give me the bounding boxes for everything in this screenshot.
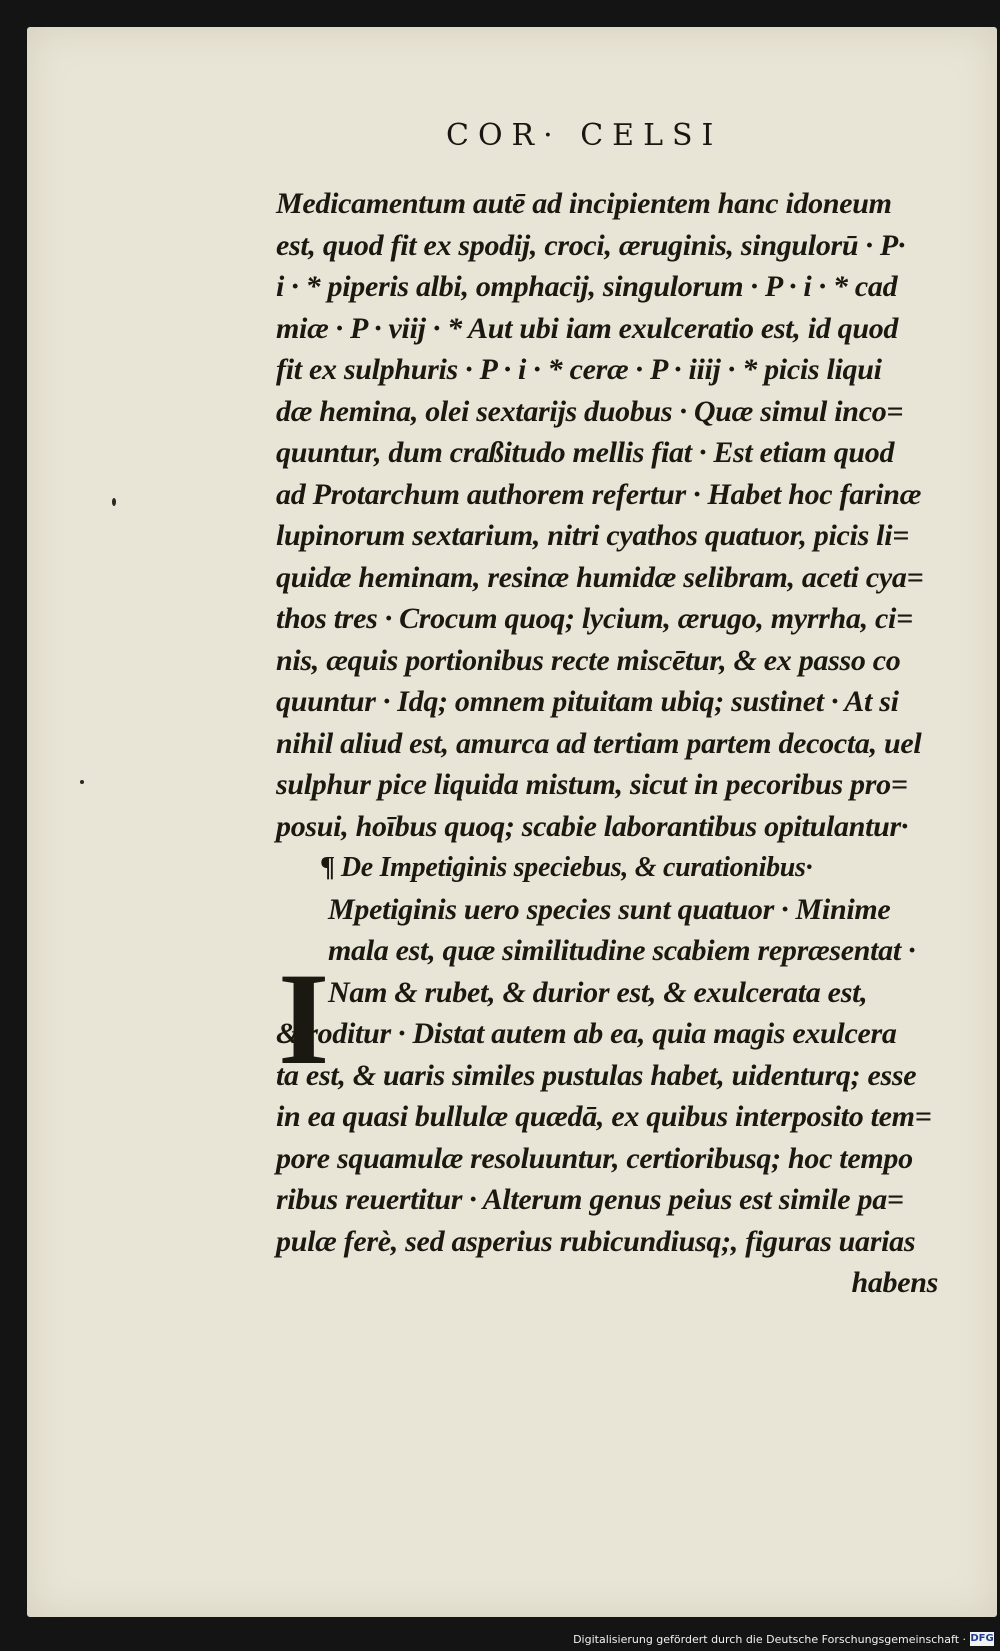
section-heading-text: De Impetiginis speciebus, & curationibus·	[340, 852, 813, 883]
text-line: pulæ ferè, sed asperius rubicundiusq;, figuras uarias	[276, 1224, 916, 1258]
text-line: est, quod fit ex spodij, croci, æruginis, singulorū · P·	[276, 228, 906, 262]
text-line: Mpetiginis uero species sunt quatuor · Minime	[328, 892, 891, 926]
text-line: sulphur pice liquida mistum, sicut in pecoribus pro=	[276, 768, 908, 801]
text-line: fit ex sulphuris · P · i · * ceræ · P · iiij · * picis liqui	[276, 353, 882, 386]
text-line: ad Protarchum authorem refertur · Habet hoc farinæ	[276, 477, 922, 511]
running-head: COR· CELSI	[446, 118, 723, 153]
text-line: ta est, & uaris similes pustulas habet, uidenturq; esse	[276, 1058, 917, 1092]
text-line: miæ · P · viij · * Aut ubi iam exulceratio est, id quod	[276, 311, 899, 345]
text-line: thos tres · Crocum quoq; lycium, ærugo, myrrha, ci=	[276, 602, 913, 635]
text-line: ribus reuertitur · Alterum genus peius est simile pa=	[276, 1183, 904, 1216]
text-line: nis, æquis portionibus recte miscētur, & ex passo co	[276, 643, 901, 677]
body-text	[276, 183, 946, 1304]
text-line: Nam & rubet, & durior est, & exulcerata est,	[328, 975, 868, 1009]
text-line: lupinorum sextarium, nitri cyathos quatuor, picis li=	[276, 519, 910, 552]
text-line: mala est, quæ similitudine scabiem repræsentat ·	[328, 934, 916, 967]
footer-bar	[0, 1628, 1000, 1651]
text-line: nihil aliud est, amurca ad tertiam partem decocta, uel	[276, 726, 922, 760]
decorated-initial: I	[278, 945, 330, 1092]
text-line: in ea quasi bullulæ quædā, ex quibus interposito tem=	[276, 1100, 932, 1133]
text-line: i · * piperis albi, omphacij, singulorum · P · i · * cad	[276, 270, 898, 303]
ink-speck	[112, 498, 116, 506]
text-line: & roditur · Distat autem ab ea, quia magis exulcera	[276, 1017, 897, 1050]
pilcrow-icon: ¶	[320, 852, 335, 883]
text-line: posui, hoībus quoq; scabie laborantibus opitulantur·	[276, 809, 909, 843]
text-line: Medicamentum autē ad incipientem hanc idoneum	[276, 187, 892, 220]
text-line: quuntur · Idq; omnem pituitam ubiq; sustinet · At si	[276, 685, 899, 718]
text-line: pore squamulæ resoluuntur, certioribusq; hoc tempo	[276, 1141, 913, 1175]
footer-credit: Digitalisierung gefördert durch die Deutsche Forschungsgemeinschaft ·	[573, 1633, 966, 1646]
section-heading	[276, 847, 946, 889]
catchword: habens	[851, 1266, 938, 1299]
text-line: quuntur, dum craßitudo mellis fiat · Est etiam quod	[276, 436, 895, 469]
text-line: quidæ heminam, resinæ humidæ selibram, aceti cya=	[276, 560, 924, 594]
text-line: dæ hemina, olei sextarijs duobus · Quæ simul inco=	[276, 394, 904, 428]
ink-speck	[80, 780, 84, 784]
dfg-logo: DFG	[970, 1633, 994, 1644]
